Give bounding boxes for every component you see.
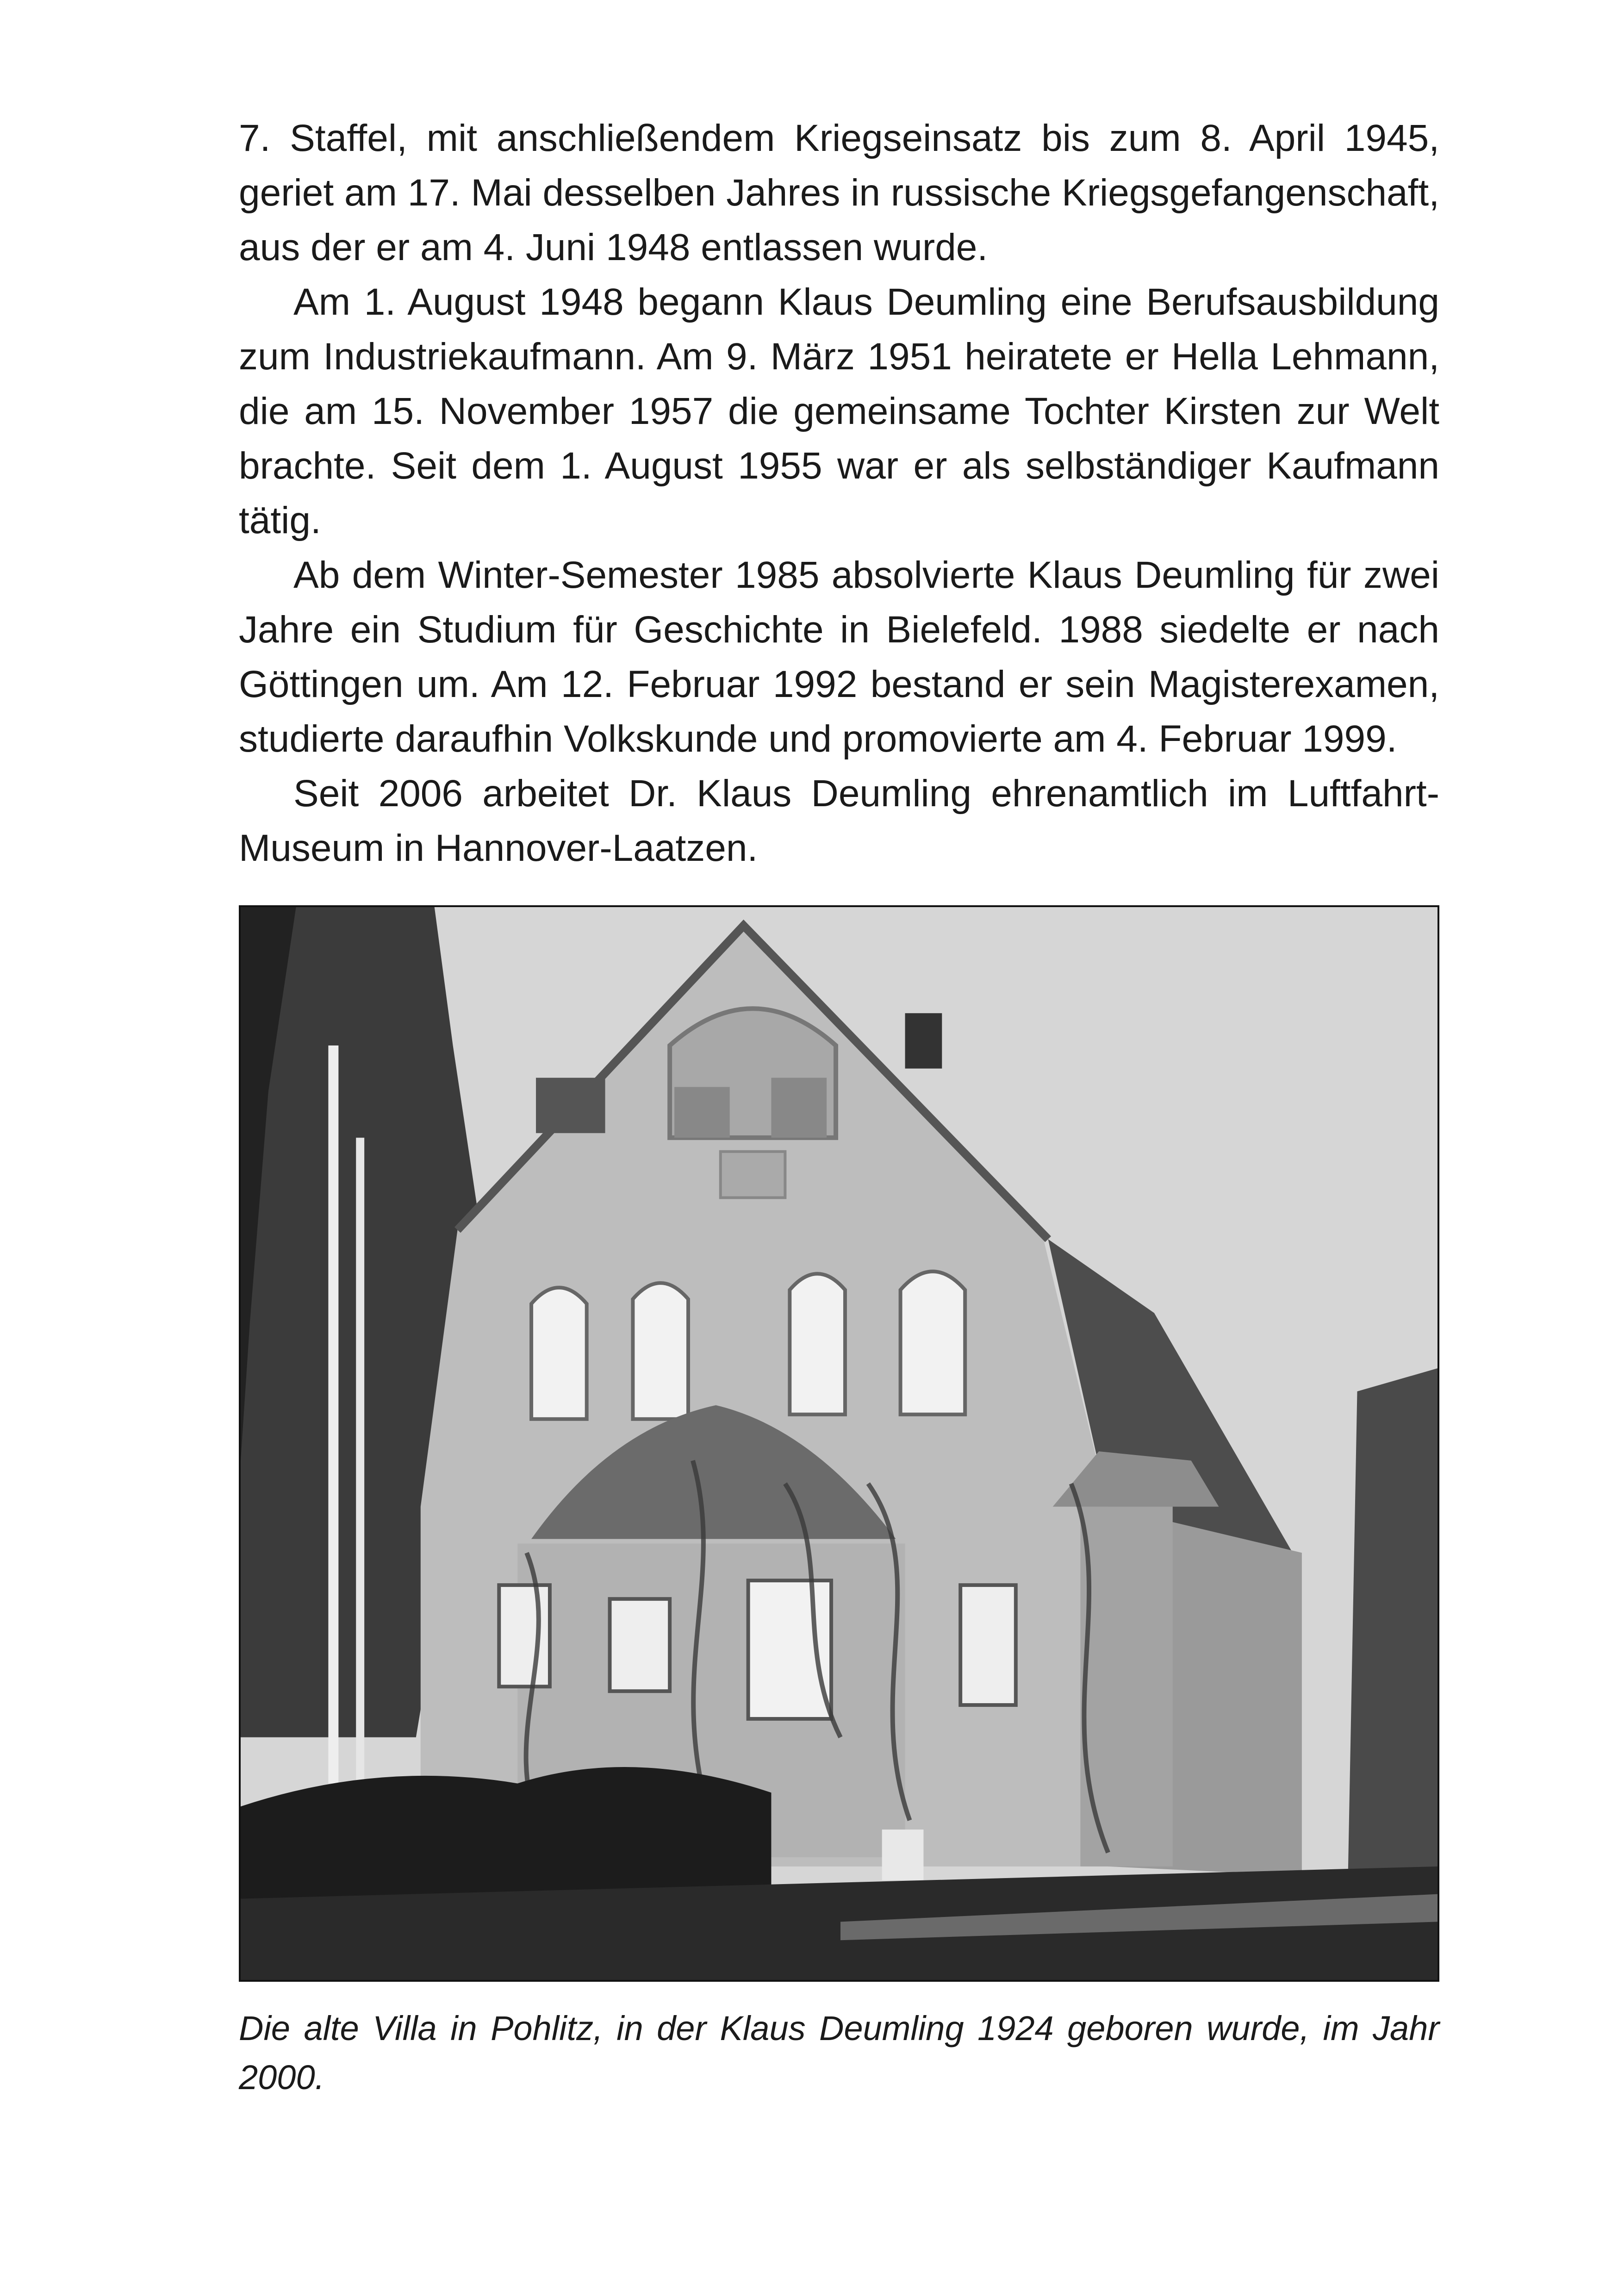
- paragraph-4: Seit 2006 arbeitet Dr. Klaus Deumling ehrenamtlich im Luftfahrt-Museum in Hannover-Laatzen.: [239, 772, 1439, 869]
- paragraph-2: Am 1. August 1948 begann Klaus Deumling eine Berufsausbildung zum Industriekaufmann. Am 9. März 1951 heiratete er Hella Lehmann, die am 15. November 1957 die gemeinsame Tochter Kirsten zur Welt brachte. Seit dem 1. August 1955 war er als selbständiger Kaufmann tätig.: [239, 281, 1439, 541]
- villa-photo: [239, 905, 1439, 1982]
- figure-caption: Die alte Villa in Pohlitz, in der Klaus Deumling 1924 geboren wurde, im Jahr 2000.: [239, 2009, 1439, 2097]
- body-text: [239, 111, 1439, 876]
- paragraph-3: Ab dem Winter-Semester 1985 absolvierte Klaus Deumling für zwei Jahre ein Studium für Geschichte in Bielefeld. 1988 siedelte er nach Göttingen um. Am 12. Februar 1992 bestand er sein Magisterexamen, studierte daraufhin Volkskunde und promovierte am 4. Februar 1999.: [239, 554, 1439, 760]
- paragraph-1: 7. Staffel, mit anschließendem Kriegseinsatz bis zum 8. April 1945, geriet am 17. Mai desselben Jahres in russische Kriegsgefangenschaft, aus der er am 4. Juni 1948 entlassen wurde.: [239, 117, 1439, 268]
- villa-photo-illustration: [241, 907, 1438, 1980]
